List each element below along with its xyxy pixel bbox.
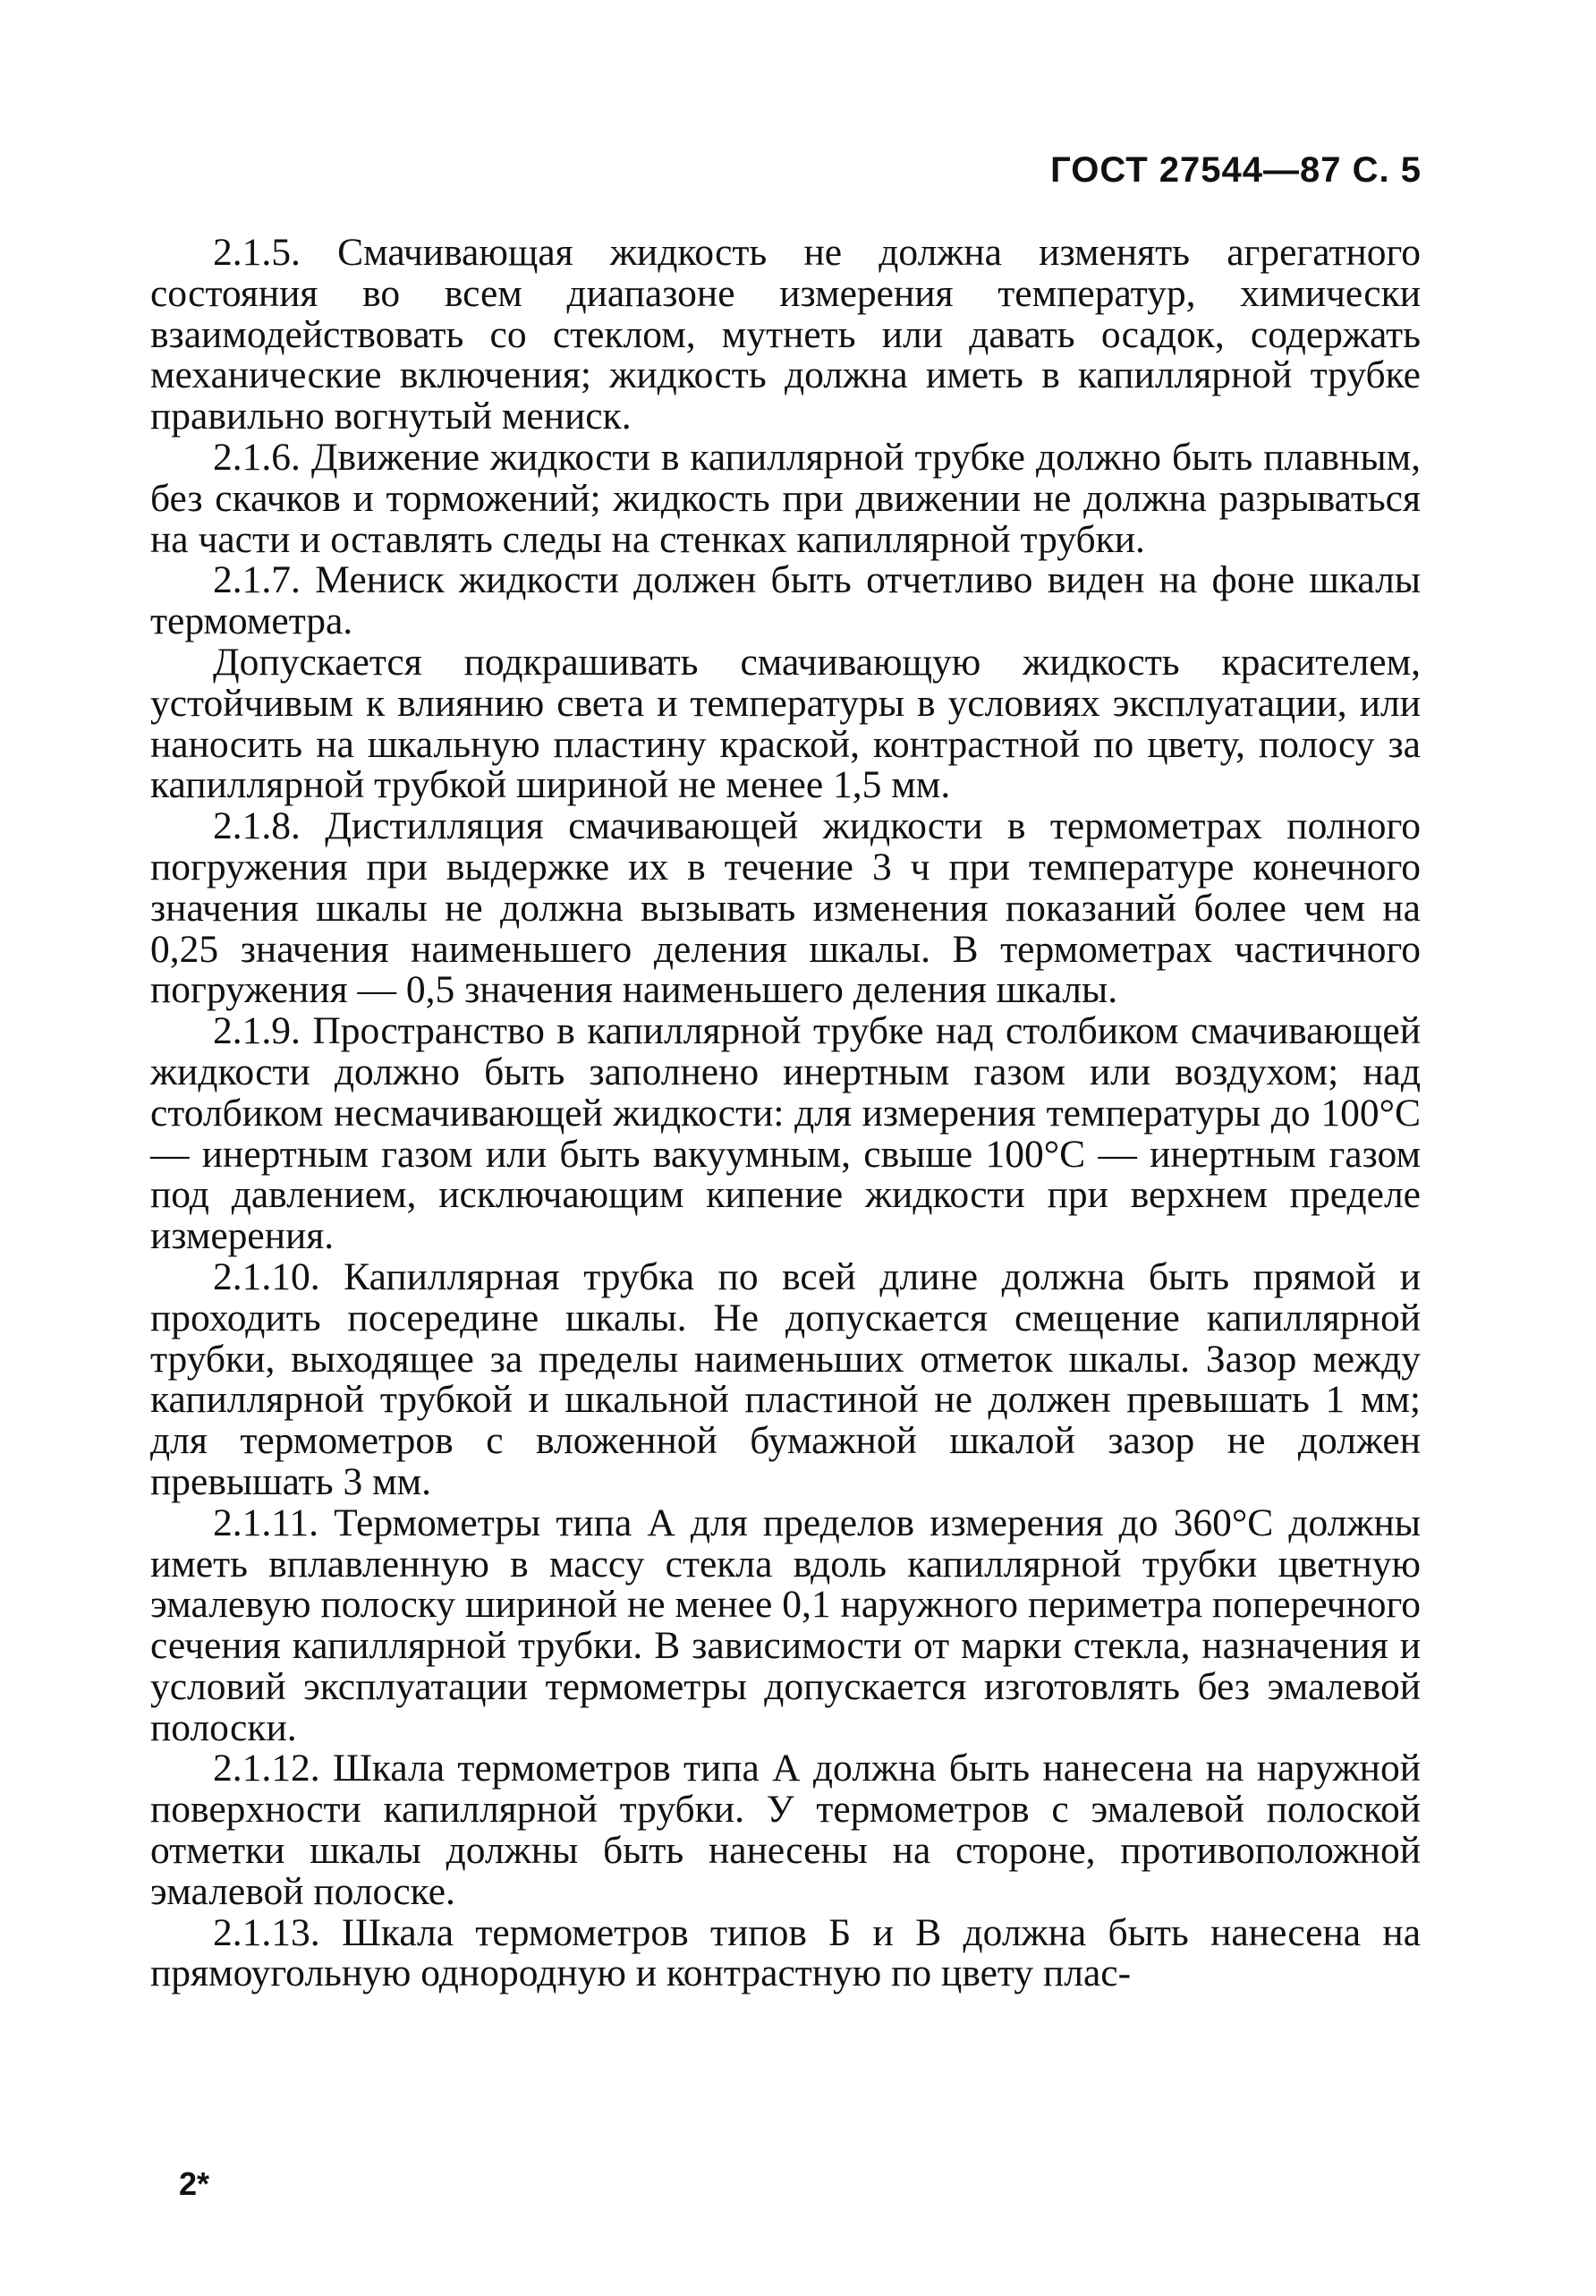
paragraph-2-1-12: 2.1.12. Шкала термометров типа А должна быть нанесена на наружной поверхности капиллярной трубки. У термометров с эмалевой полоской отметки шкалы должны быть нанесены на стороне, противоположной эмалевой полоске.	[150, 1747, 1421, 1913]
paragraph-2-1-13: 2.1.13. Шкала термометров типов Б и В должна быть нанесена на прямоугольную однородную и контрастную по цвету плас-	[150, 1910, 1421, 1995]
paragraph-2-1-5: 2.1.5. Смачивающая жидкость не должна изменять агрегатного состояния во всем диапазоне измерения температур, химически взаимодействовать со стеклом, мутнеть или давать осадок, содержать механические включения; жидкость должна иметь в капиллярной трубке правильно вогнутый мениск.	[150, 231, 1421, 438]
paragraph-2-1-10: 2.1.10. Капиллярная трубка по всей длине должна быть прямой и проходить посередине шкалы. Не допускается смещение капиллярной трубки, выходящее за пределы наименьших отметок шкалы. Зазор между капиллярной трубкой и шкальной пластиной не должен превышать 1 мм; для термометров с вложенной бумажной шкалой зазор не должен превышать 3 мм.	[150, 1254, 1421, 1503]
paragraph-2-1-11: 2.1.11. Термометры типа А для пределов измерения до 360°С должны иметь вплавленную в массу стекла вдоль капиллярной трубки цветную эмалевую полоску шириной не менее 0,1 наружного периметра поперечного сечения капиллярной трубки. В зависимости от марки стекла, назначения и условий эксплуатации термометры допускается изготовлять без эмалевой полоски.	[150, 1501, 1421, 1749]
paragraph-2-1-9: 2.1.9. Пространство в капиллярной трубке над столбиком смачивающей жидкости должно быть заполнено инертным газом или воздухом; над столбиком несмачивающей жидкости: для измерения температуры до 100°С — инертным газом или быть вакуумным, свыше 100°С — инертным газом под давлением, исключающим кипение жидкости при верхнем пределе измерения.	[150, 1009, 1421, 1258]
signature-mark: 2*	[179, 2165, 210, 2202]
running-header: ГОСТ 27544—87 С. 5	[1050, 150, 1422, 190]
paragraph-2-1-8: 2.1.8. Дистилляция смачивающей жидкости в термометрах полного погружения при выдержке их в течение 3 ч при температуре конечного значения шкалы не должна вызывать изменения показаний более чем на 0,25 значения наименьшего деления шкалы. В термометрах частичного погружения — 0,5 значения наименьшего деления шкалы.	[150, 804, 1421, 1012]
body-text	[150, 233, 1421, 1994]
paragraph-2-1-7: 2.1.7. Мениск жидкости должен быть отчетливо виден на фоне шкалы термометра.	[150, 558, 1421, 643]
paragraph-dye-permission: Допускается подкрашивать смачивающую жидкость красителем, устойчивым к влиянию света и температуры в условиях эксплуатации, или наносить на шкальную пластину краской, контрастной по цвету, полосу за капиллярной трубкой шириной не менее 1,5 мм.	[150, 640, 1421, 807]
paragraph-2-1-6: 2.1.6. Движение жидкости в капиллярной трубке должно быть плавным, без скачков и торможений; жидкость при движении не должна разрываться на части и оставлять следы на стенках капиллярной трубки.	[150, 435, 1421, 561]
